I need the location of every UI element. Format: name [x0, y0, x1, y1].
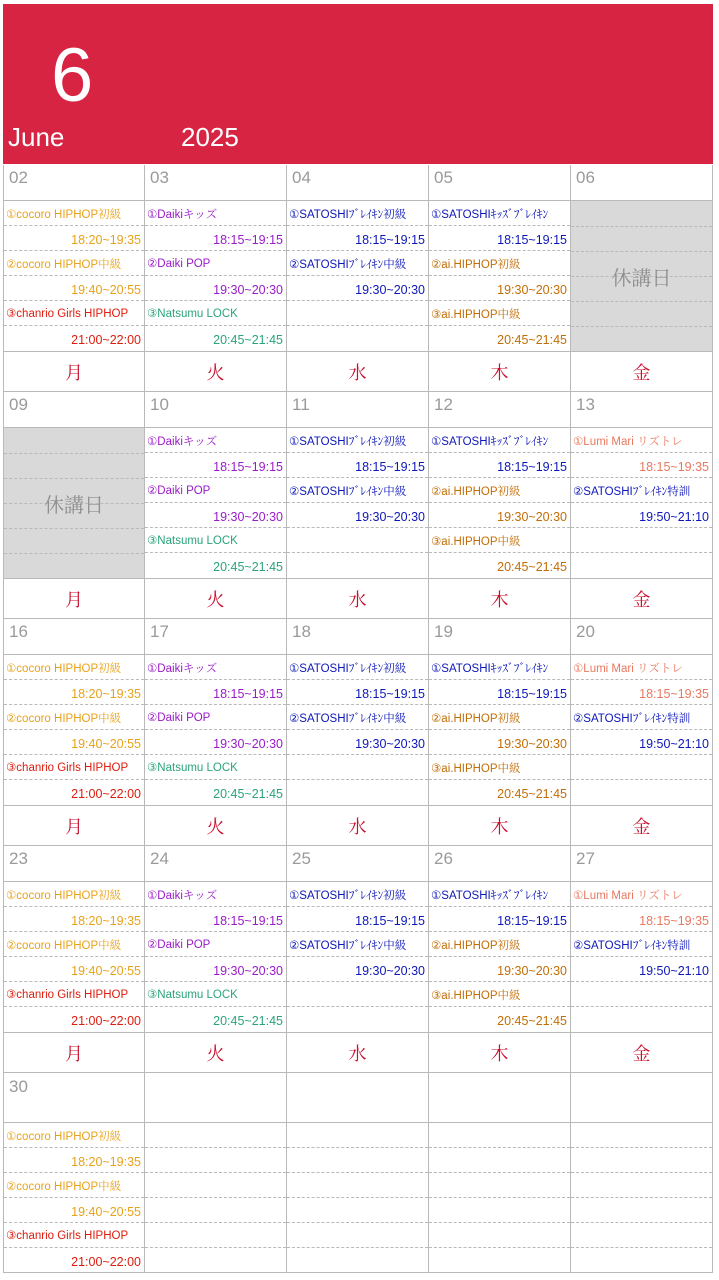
month-name: June	[8, 122, 65, 152]
empty-slot	[571, 553, 712, 578]
class-time: 19:30~20:30	[287, 730, 428, 755]
empty-slot	[571, 780, 712, 805]
empty-slot	[287, 1148, 428, 1173]
class-time: 19:30~20:30	[429, 730, 570, 755]
class-time: 21:00~22:00	[71, 787, 141, 801]
empty-slot	[571, 1123, 712, 1148]
day-number: 19	[429, 619, 570, 655]
class-name: ③Natsumu LOCK	[145, 301, 286, 326]
day-cell	[571, 392, 713, 579]
class-name: ①SATOSHIﾌﾞﾚｲｷﾝ初級	[287, 882, 428, 907]
class-name: ①cocoro HIPHOP初級	[4, 882, 144, 907]
day-number: 06	[571, 165, 712, 201]
day-number: 25	[287, 846, 428, 882]
class-time: 19:40~20:55	[4, 276, 144, 301]
day-number: 18	[287, 619, 428, 655]
class-name: ③ai.HIPHOP中級	[429, 755, 570, 780]
class-name: ②ai.HIPHOP初級	[429, 251, 570, 276]
empty-slot	[287, 528, 428, 553]
class-name: ③Natsumu LOCK	[145, 755, 286, 780]
closed-day-block	[4, 428, 144, 578]
class-name: ①SATOSHIｷｯｽﾞﾌﾞﾚｲｷﾝ	[429, 428, 570, 453]
class-name: ①Daikiキッズ	[145, 428, 286, 453]
class-name: ③chanrio Girls HIPHOP	[4, 755, 144, 780]
class-name: ②ai.HIPHOP初級	[429, 705, 570, 730]
class-name: ③ai.HIPHOP中級	[429, 528, 570, 553]
empty-slot	[287, 553, 428, 578]
week-row	[3, 392, 713, 579]
day-cell	[3, 846, 145, 1033]
empty-slot	[145, 1148, 286, 1173]
day-cell	[287, 846, 429, 1033]
class-name: ①Lumi Mari リズトレ	[571, 428, 712, 453]
class-name: ③Natsumu LOCK	[145, 982, 286, 1007]
empty-slot	[145, 1223, 286, 1248]
empty-slot	[571, 1007, 712, 1032]
weekday-label: 水	[287, 352, 429, 392]
weekday-label: 水	[287, 579, 429, 619]
weekday-label: 木	[429, 579, 571, 619]
class-name: ②Daiki POP	[145, 932, 286, 957]
class-time: 20:45~21:45	[497, 560, 567, 574]
day-number: 04	[287, 165, 428, 201]
day-cell	[287, 1073, 429, 1273]
class-name: ③ai.HIPHOP中級	[429, 301, 570, 326]
day-cell	[429, 392, 571, 579]
class-name: ②SATOSHIﾌﾞﾚｲｷﾝ中級	[287, 251, 428, 276]
calendar-grid	[3, 165, 713, 1273]
day-cell	[429, 1073, 571, 1273]
day-number: 26	[429, 846, 570, 882]
class-time: 18:15~19:15	[287, 907, 428, 932]
day-cell	[145, 165, 287, 352]
class-name: ①SATOSHIｷｯｽﾞﾌﾞﾚｲｷﾝ	[429, 655, 570, 680]
weekday-label: 木	[429, 352, 571, 392]
day-number: 30	[4, 1073, 144, 1123]
weekday-label: 金	[571, 806, 713, 846]
weekday-label: 火	[145, 579, 287, 619]
day-number	[429, 1073, 570, 1123]
day-cell	[3, 392, 145, 579]
class-time: 21:00~22:00	[71, 333, 141, 347]
weekday-row	[3, 352, 713, 392]
class-time: 19:30~20:30	[145, 503, 286, 528]
weekday-label: 火	[145, 1033, 287, 1073]
empty-slot	[287, 1198, 428, 1223]
empty-slot	[287, 982, 428, 1007]
class-time: 18:15~19:35	[571, 680, 712, 705]
weekday-label: 月	[3, 806, 145, 846]
week-row	[3, 619, 713, 806]
class-time: 20:45~21:45	[497, 787, 567, 801]
class-time: 18:15~19:15	[429, 680, 570, 705]
empty-slot	[429, 1123, 570, 1148]
class-time: 18:15~19:15	[287, 680, 428, 705]
day-cell	[429, 846, 571, 1033]
class-name: ②SATOSHIﾌﾞﾚｲｷﾝ特訓	[571, 478, 712, 503]
class-time: 19:50~21:10	[571, 957, 712, 982]
class-name: ②Daiki POP	[145, 478, 286, 503]
empty-slot	[287, 301, 428, 326]
class-name: ②SATOSHIﾌﾞﾚｲｷﾝ中級	[287, 478, 428, 503]
day-cell	[571, 619, 713, 806]
day-cell	[145, 846, 287, 1033]
weekday-row	[3, 806, 713, 846]
class-time: 19:30~20:30	[145, 276, 286, 301]
weekday-label: 金	[571, 352, 713, 392]
year: 2025	[181, 122, 239, 152]
class-name: ②SATOSHIﾌﾞﾚｲｷﾝ中級	[287, 705, 428, 730]
class-time: 19:40~20:55	[4, 730, 144, 755]
weekday-label: 木	[429, 806, 571, 846]
weekday-label: 木	[429, 1033, 571, 1073]
empty-slot	[287, 326, 428, 351]
class-name: ②Daiki POP	[145, 251, 286, 276]
empty-slot	[145, 1248, 286, 1273]
empty-slot	[571, 1198, 712, 1223]
day-number: 05	[429, 165, 570, 201]
empty-slot	[571, 755, 712, 780]
empty-slot	[429, 1173, 570, 1198]
class-name: ②Daiki POP	[145, 705, 286, 730]
class-time: 20:45~21:45	[213, 787, 283, 801]
month-number: 6	[51, 33, 94, 118]
empty-slot	[287, 1173, 428, 1198]
day-number: 24	[145, 846, 286, 882]
empty-slot	[571, 1223, 712, 1248]
class-time: 18:20~19:35	[4, 226, 144, 251]
class-name: ①cocoro HIPHOP初級	[4, 655, 144, 680]
day-number: 11	[287, 392, 428, 428]
class-time: 19:50~21:10	[571, 730, 712, 755]
class-name: ③ai.HIPHOP中級	[429, 982, 570, 1007]
day-cell	[3, 165, 145, 352]
day-cell	[145, 1073, 287, 1273]
class-time: 18:15~19:15	[429, 226, 570, 251]
class-time: 18:15~19:15	[145, 907, 286, 932]
class-time: 18:20~19:35	[4, 907, 144, 932]
class-name: ②cocoro HIPHOP中級	[4, 1173, 144, 1198]
empty-slot	[287, 1223, 428, 1248]
class-time: 19:30~20:30	[145, 730, 286, 755]
day-number: 12	[429, 392, 570, 428]
class-name: ①Daikiキッズ	[145, 655, 286, 680]
class-name: ①SATOSHIｷｯｽﾞﾌﾞﾚｲｷﾝ	[429, 201, 570, 226]
class-name: ①Daikiキッズ	[145, 201, 286, 226]
empty-slot	[429, 1148, 570, 1173]
empty-slot	[571, 1173, 712, 1198]
empty-slot	[571, 528, 712, 553]
day-cell	[287, 619, 429, 806]
day-number: 27	[571, 846, 712, 882]
week-row	[3, 846, 713, 1033]
weekday-label: 月	[3, 1033, 145, 1073]
class-name: ①cocoro HIPHOP初級	[4, 1123, 144, 1148]
class-time: 18:15~19:15	[429, 453, 570, 478]
class-name: ①Daikiキッズ	[145, 882, 286, 907]
day-cell	[571, 1073, 713, 1273]
day-number	[571, 1073, 712, 1123]
class-time: 19:40~20:55	[4, 1198, 144, 1223]
empty-slot	[429, 1198, 570, 1223]
month-banner	[3, 4, 713, 164]
class-time: 18:15~19:15	[145, 680, 286, 705]
closed-day-block	[571, 201, 712, 351]
day-cell	[287, 392, 429, 579]
class-time: 19:30~20:30	[287, 957, 428, 982]
day-cell	[571, 846, 713, 1033]
day-cell	[3, 1073, 145, 1273]
day-cell	[3, 619, 145, 806]
class-name: ①SATOSHIﾌﾞﾚｲｷﾝ初級	[287, 655, 428, 680]
class-time: 19:30~20:30	[429, 957, 570, 982]
empty-slot	[571, 1148, 712, 1173]
class-time: 20:45~21:45	[213, 560, 283, 574]
class-name: ③Natsumu LOCK	[145, 528, 286, 553]
class-name: ②ai.HIPHOP初級	[429, 932, 570, 957]
class-name: ②SATOSHIﾌﾞﾚｲｷﾝ特訓	[571, 932, 712, 957]
empty-slot	[429, 1248, 570, 1273]
empty-slot	[145, 1198, 286, 1223]
class-time: 21:00~22:00	[71, 1014, 141, 1028]
day-cell	[145, 392, 287, 579]
class-name: ①SATOSHIﾌﾞﾚｲｷﾝ初級	[287, 428, 428, 453]
day-number	[287, 1073, 428, 1123]
class-name: ①SATOSHIﾌﾞﾚｲｷﾝ初級	[287, 201, 428, 226]
empty-slot	[571, 982, 712, 1007]
empty-slot	[287, 755, 428, 780]
class-name: ②ai.HIPHOP初級	[429, 478, 570, 503]
closed-label: 休講日	[611, 267, 672, 290]
empty-slot	[287, 780, 428, 805]
class-name: ②cocoro HIPHOP中級	[4, 251, 144, 276]
weekday-row	[3, 1033, 713, 1073]
weekday-label: 水	[287, 1033, 429, 1073]
class-name: ②SATOSHIﾌﾞﾚｲｷﾝ中級	[287, 932, 428, 957]
weekday-label: 月	[3, 579, 145, 619]
empty-slot	[287, 1007, 428, 1032]
class-name: ③chanrio Girls HIPHOP	[4, 982, 144, 1007]
class-name: ①cocoro HIPHOP初級	[4, 201, 144, 226]
class-time: 18:15~19:35	[571, 907, 712, 932]
class-time: 19:30~20:30	[429, 503, 570, 528]
weekday-row	[3, 579, 713, 619]
empty-slot	[571, 1248, 712, 1273]
class-time: 19:30~20:30	[287, 503, 428, 528]
closed-label: 休講日	[44, 494, 104, 517]
class-time: 20:45~21:45	[497, 1014, 567, 1028]
day-cell	[287, 165, 429, 352]
day-number	[145, 1073, 286, 1123]
day-cell	[429, 165, 571, 352]
empty-slot	[429, 1223, 570, 1248]
class-time: 18:15~19:35	[571, 453, 712, 478]
day-number: 09	[4, 392, 144, 428]
class-time: 20:45~21:45	[213, 1014, 283, 1028]
weekday-label: 金	[571, 1033, 713, 1073]
empty-slot	[287, 1123, 428, 1148]
class-name: ①Lumi Mari リズトレ	[571, 882, 712, 907]
day-cell	[571, 165, 713, 352]
empty-slot	[145, 1123, 286, 1148]
class-name: ②cocoro HIPHOP中級	[4, 705, 144, 730]
empty-slot	[287, 1248, 428, 1273]
day-number: 16	[4, 619, 144, 655]
class-name: ②cocoro HIPHOP中級	[4, 932, 144, 957]
class-time: 19:50~21:10	[571, 503, 712, 528]
class-name: ③chanrio Girls HIPHOP	[4, 301, 144, 326]
weekday-label: 金	[571, 579, 713, 619]
day-number: 13	[571, 392, 712, 428]
class-time: 19:30~20:30	[429, 276, 570, 301]
class-time: 20:45~21:45	[497, 333, 567, 347]
week-row	[3, 165, 713, 352]
weekday-label: 火	[145, 352, 287, 392]
weekday-label: 月	[3, 352, 145, 392]
weekday-label: 火	[145, 806, 287, 846]
class-name: ①Lumi Mari リズトレ	[571, 655, 712, 680]
day-cell	[429, 619, 571, 806]
class-time: 19:30~20:30	[287, 276, 428, 301]
weekday-label: 水	[287, 806, 429, 846]
class-time: 19:40~20:55	[4, 957, 144, 982]
class-name: ①SATOSHIｷｯｽﾞﾌﾞﾚｲｷﾝ	[429, 882, 570, 907]
day-number: 02	[4, 165, 144, 201]
class-time: 18:15~19:15	[429, 907, 570, 932]
class-time: 20:45~21:45	[213, 333, 283, 347]
class-name: ③chanrio Girls HIPHOP	[4, 1223, 144, 1248]
class-time: 18:15~19:15	[145, 226, 286, 251]
day-number: 23	[4, 846, 144, 882]
day-number: 10	[145, 392, 286, 428]
day-number: 17	[145, 619, 286, 655]
class-name: ②SATOSHIﾌﾞﾚｲｷﾝ特訓	[571, 705, 712, 730]
class-time: 18:15~19:15	[145, 453, 286, 478]
class-time: 18:15~19:15	[287, 453, 428, 478]
day-number: 03	[145, 165, 286, 201]
class-time: 18:15~19:15	[287, 226, 428, 251]
class-time: 18:20~19:35	[4, 1148, 144, 1173]
class-time: 18:20~19:35	[4, 680, 144, 705]
empty-slot	[145, 1173, 286, 1198]
day-cell	[145, 619, 287, 806]
week-row	[3, 1073, 713, 1273]
class-time: 21:00~22:00	[71, 1255, 141, 1269]
class-time: 19:30~20:30	[145, 957, 286, 982]
day-number: 20	[571, 619, 712, 655]
